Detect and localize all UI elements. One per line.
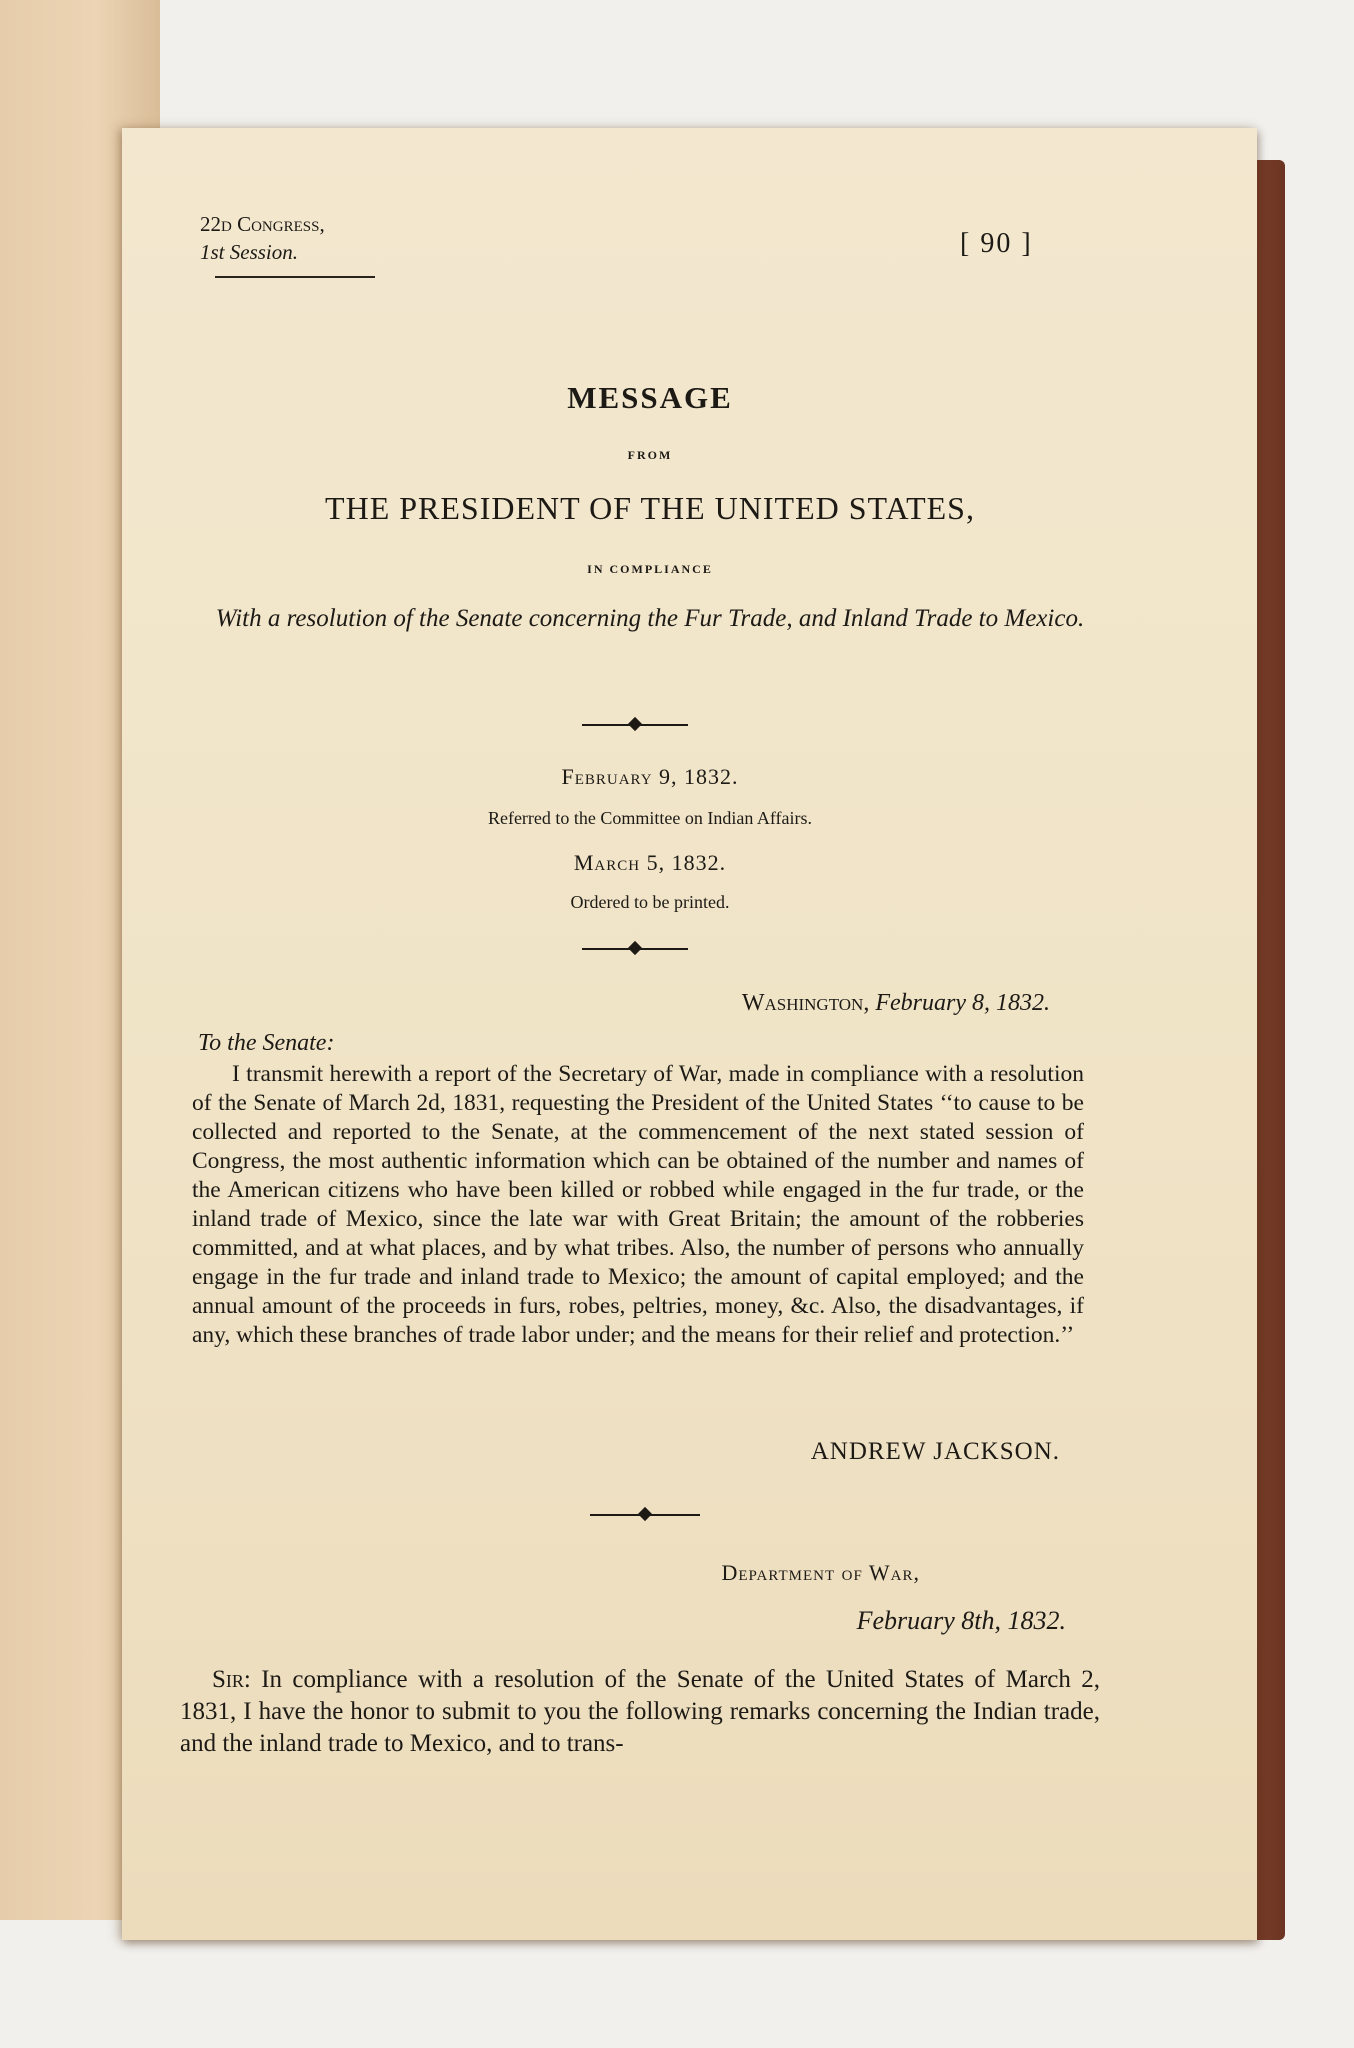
- title-compliance: IN COMPLIANCE: [587, 562, 713, 576]
- message-date: February 8, 1832.: [875, 990, 1050, 1016]
- report-date: February 8th, 1832.: [856, 1606, 1066, 1635]
- report-body: [180, 1664, 1100, 1760]
- message-dateline: [500, 990, 1050, 1017]
- department-heading: Department of War,: [721, 1560, 920, 1585]
- document-subtitle: With a resolution of the Senate concerning the Fur Trade, and Inland Trade to Mexico.: [215, 605, 1085, 632]
- title-president: THE PRESIDENT OF THE UNITED STATES,: [325, 490, 975, 526]
- title-from: FROM: [627, 448, 673, 462]
- referral-note: Referred to the Committee on Indian Affairs.: [487, 808, 813, 828]
- date-referred: February 9, 1832.: [561, 764, 739, 789]
- ornament-divider: [582, 942, 688, 956]
- report-salutation: Sir:: [212, 1666, 251, 1693]
- print-order-note: Ordered to be printed.: [570, 892, 730, 912]
- congress-header: [200, 210, 325, 266]
- congress-label: 22d Congress,: [200, 212, 325, 236]
- message-body: I transmit herewith a report of the Secretary of War, made in compliance with a resolution of the Senate of March 2d, 1831, requesting the President of the United States ‘‘to cause to be collected and reported to the Senate, at the commencement of the next stated session of Congress, the most authentic information which can be obtained of the number and names of the American citizens who have been killed or robbed while engaged in the fur trade, or the inland trade of Mexico, since the late war with Great Britain; the amount of the robberies committed, and at what places, and by what tribes. Also, the number of persons who annually engage in the fur trade and inland trade to Mexico; the amount of capital employed; and the annual amount of the proceeds in furs, robes, peltries, money, &c. Also, the disadvantages, if any, which these branches of trade labor under; and the means for their relief and protection.’’: [192, 1061, 1084, 1348]
- session-label: 1st Session.: [200, 240, 299, 264]
- ornament-divider: [582, 718, 688, 732]
- ornament-divider: [590, 1508, 700, 1522]
- message-salutation: To the Senate:: [198, 1030, 335, 1056]
- signature: ANDREW JACKSON.: [810, 1438, 1060, 1465]
- date-ordered: March 5, 1832.: [573, 850, 727, 875]
- title-message: MESSAGE: [567, 380, 733, 415]
- report-text: In compliance with a resolution of the Senate of the United States of March 2, 1831, I have the honor to submit to you the following remarks concerning the Indian trade, and the inland trade to Mexico, and to trans-: [180, 1666, 1101, 1757]
- header-rule: [215, 276, 375, 278]
- message-place: Washington,: [741, 990, 870, 1016]
- document-number: [ 90 ]: [960, 228, 1033, 259]
